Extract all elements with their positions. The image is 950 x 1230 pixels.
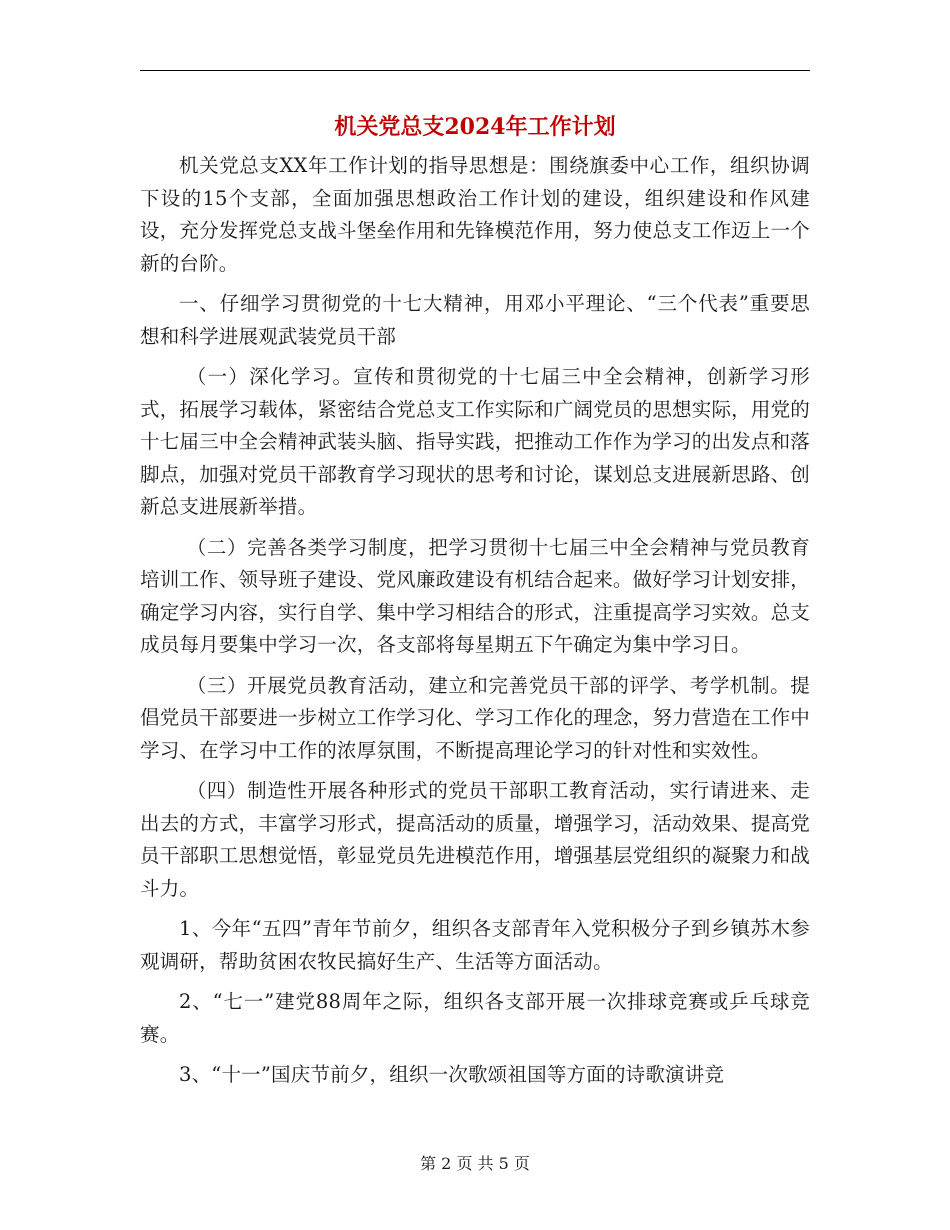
document-title: 机关党总支2024年工作计划 — [334, 114, 616, 140]
list-item-3: 3、“十一”国庆节前夕，组织一次歌颂祖国等方面的诗歌演讲竞 — [179, 1063, 725, 1086]
list-item-1: 1、今年“五四”青年节前夕，组织各支部青年入党积极分子到乡镇苏木参观调研，帮助贫困农牧民搞好生产、生活等方面活动。 — [140, 917, 810, 973]
paragraph-item-1: （一）深化学习。宣传和贯彻党的十七届三中全会精神，创新学习形式，拓展学习载体，紧密结合党总支工作实际和广阔党员的思想实际，用党的十七届三中全会精神武装头脑、指导实践，把推动工作作为学习的出发点和落脚点，加强对党员干部教育学习现状的思考和讨论，谋划总支进展新思路、创新总支进展新举措。 — [140, 365, 810, 518]
document-body — [140, 150, 810, 1094]
paragraph-guiding-thought: 机关党总支XX年工作计划的指导思想是：围绕旗委中心工作，组织协调下设的15个支部，全面加强思想政治工作计划的建设，组织建设和作风建设，充分发挥党总支战斗堡垒作用和先锋模范作用，努力使总支工作迈上一个新的台阶。 — [140, 154, 810, 275]
page-footer: 第 2 页 共 5 页 — [420, 1154, 530, 1173]
header-rule — [140, 70, 810, 71]
paragraph-item-4: （四）制造性开展各种形式的党员干部职工教育活动，实行请进来、走出去的方式，丰富学习形式，提高活动的质量，增强学习，活动效果、提高党员干部职工思想觉悟，彰显党员先进模范作用，增强基层党组织的凝聚力和战斗力。 — [140, 779, 810, 900]
list-item-2: 2、“七一”建党88周年之际，组织各支部开展一次排球竞赛或乒乓球竞赛。 — [140, 990, 810, 1046]
paragraph-item-3: （三）开展党员教育活动，建立和完善党员干部的评学、考学机制。提倡党员干部要进一步树立工作学习化、学习工作化的理念，努力营造在工作中学习、在学习中工作的浓厚氛围，不断提高理论学习的针对性和实效性。 — [140, 673, 810, 762]
section-heading-1: 一、仔细学习贯彻党的十七大精神，用邓小平理论、“三个代表”重要思想和科学进展观武装党员干部 — [140, 292, 810, 348]
paragraph-item-2: （二）完善各类学习制度，把学习贯彻十七届三中全会精神与党员教育培训工作、领导班子建设、党风廉政建设有机结合起来。做好学习计划安排，确定学习内容，实行自学、集中学习相结合的形式，注重提高学习实效。总支成员每月要集中学习一次，各支部将每星期五下午确定为集中学习日。 — [140, 535, 810, 656]
